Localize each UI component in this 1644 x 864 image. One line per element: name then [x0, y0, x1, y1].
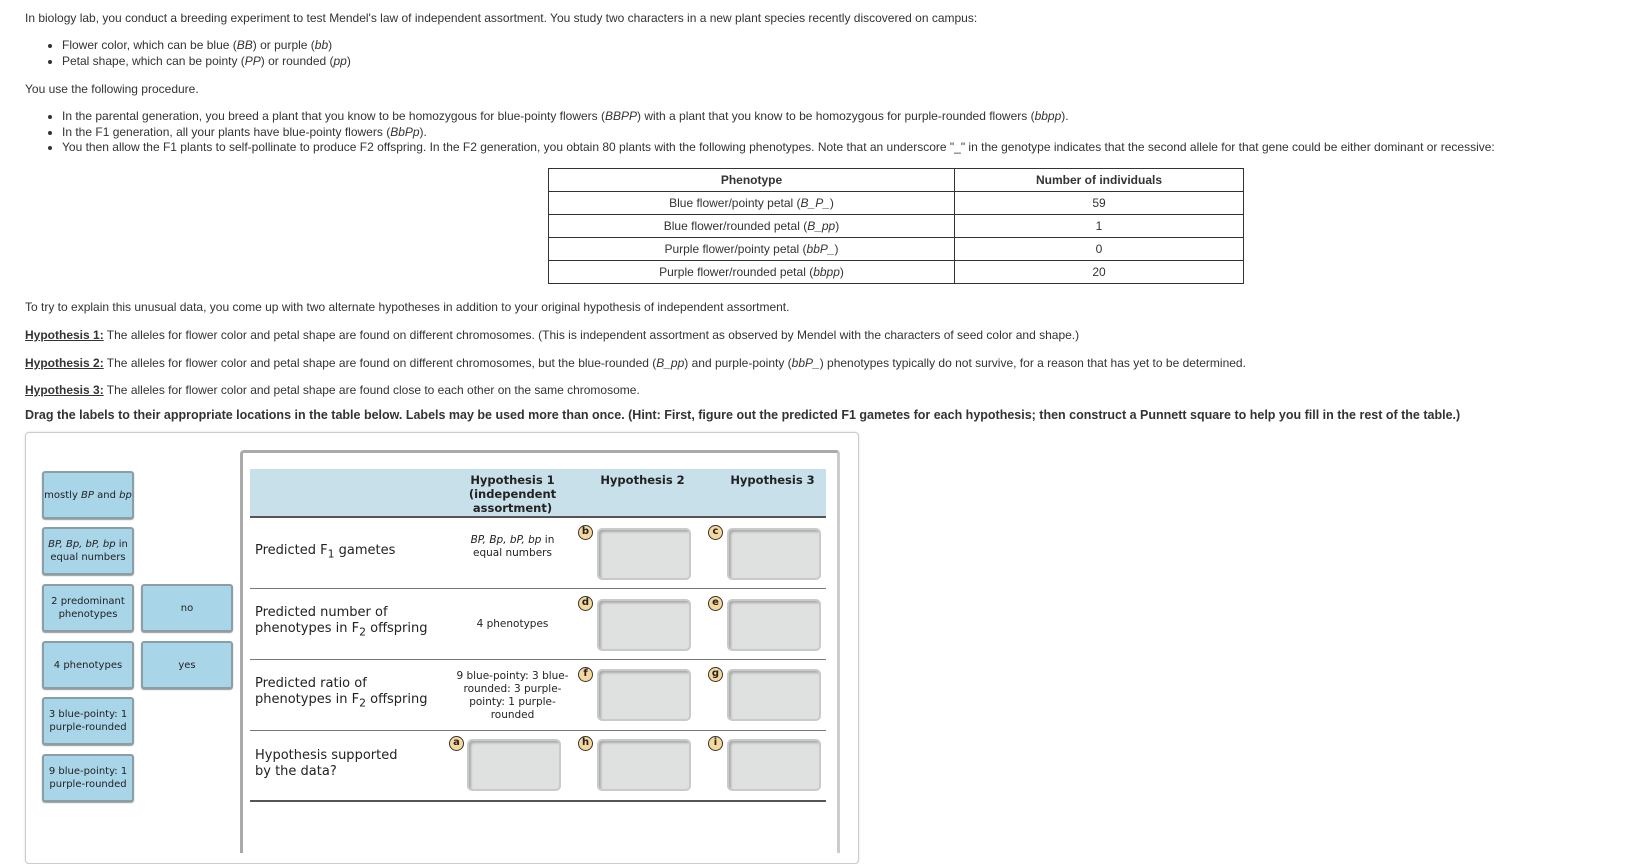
column-header: Number of individuals	[955, 169, 1244, 192]
italic-text-segment: BP, Bp, bP, bp	[48, 539, 116, 550]
row-divider	[250, 659, 826, 660]
text-segment: )	[346, 53, 351, 68]
draggable-label-yes[interactable]	[141, 641, 233, 689]
count-cell: 20	[955, 261, 1244, 284]
badge-i: i	[708, 736, 723, 751]
text-segment: Flower color, which can be blue (	[62, 38, 237, 52]
text-segment: mostly	[44, 489, 82, 501]
badge-e: e	[708, 596, 723, 611]
text-segment: in equal numbers	[473, 534, 555, 559]
row-label-text: Predicted ratio of	[255, 676, 367, 691]
characters-list	[25, 38, 351, 69]
drop-target-h[interactable]	[597, 739, 691, 791]
italic-text-segment: BbPp	[390, 124, 420, 139]
rich-text	[664, 242, 838, 256]
italic-text-segment: bbpp	[813, 265, 840, 279]
hypothesis-label: Hypothesis 3:	[25, 383, 104, 397]
rich-text	[25, 300, 789, 314]
row-divider	[250, 588, 826, 589]
italic-text-segment: PP	[244, 53, 261, 68]
text-segment: Petal shape, which can be pointy (	[62, 53, 245, 68]
draggable-label-equal-gametes[interactable]	[42, 527, 134, 575]
rich-text	[104, 383, 640, 397]
rich-text	[104, 328, 1079, 342]
drop-target-d[interactable]	[597, 599, 691, 651]
text-segment: )	[328, 38, 333, 52]
phenotype-cell	[549, 238, 955, 261]
text-segment: Purple flower/rounded petal (	[659, 265, 814, 279]
hypothesis-1	[25, 328, 1079, 342]
count-cell: 1	[955, 215, 1244, 238]
table-row	[549, 261, 1244, 284]
list-item	[62, 54, 351, 70]
italic-text-segment: bp	[119, 489, 132, 501]
hypothesis-3	[25, 383, 640, 397]
drop-target-g[interactable]	[727, 669, 821, 721]
text-segment: )	[839, 265, 844, 279]
row-label-text: gametes	[334, 543, 396, 558]
italic-text-segment: BBPP	[605, 109, 638, 123]
procedure-list	[25, 109, 1495, 156]
subscript: 2	[359, 696, 366, 710]
text-segment: 9 blue-pointy: 3 blue-rounded: 3 purple-pointy: 1 purple-rounded	[456, 670, 569, 721]
badge-a: a	[449, 736, 464, 751]
row-divider	[250, 800, 826, 802]
phenotype-cell	[549, 261, 955, 284]
table-row	[549, 215, 1244, 238]
list-item	[62, 140, 1495, 156]
drop-target-f[interactable]	[597, 669, 691, 721]
phenotype-table	[548, 168, 1244, 284]
text-segment: Blue flower/rounded petal (	[663, 219, 808, 233]
row-label-text: Hypothesis supported	[255, 748, 398, 763]
rich-text	[62, 125, 427, 139]
rich-text	[44, 595, 132, 621]
text-segment: 3 blue-pointy: 1 purple-rounded	[48, 709, 128, 733]
row-label-text: phenotypes in F	[255, 692, 360, 707]
row-label-number-phenotypes	[255, 605, 428, 641]
text-segment: In the F1 generation, all your plants have blue-pointy flowers (	[62, 124, 391, 139]
rich-text	[54, 659, 122, 672]
badge-d: d	[578, 596, 593, 611]
italic-text-segment: bbP_	[806, 242, 835, 256]
instructions: Drag the labels to their appropriate locations in the table below. Labels may be used more than once. (Hint: First, figure out the predicted F1 gametes for each hypothesis; then construct a Punnett square to help you fill in the rest of the table.)	[25, 408, 1461, 422]
draggable-label-2-phenotypes[interactable]	[42, 584, 134, 632]
text-segment: You use the following procedure.	[25, 82, 199, 96]
draggable-label-9-to-1[interactable]	[42, 754, 134, 802]
badge-g: g	[708, 667, 723, 682]
rich-text	[62, 140, 1495, 154]
drop-target-b[interactable]	[597, 528, 691, 580]
column-header-hypothesis-1: Hypothesis 1 (independent assortment)	[468, 473, 557, 515]
rich-text	[62, 109, 1069, 123]
count-cell: 0	[955, 238, 1244, 261]
hypothesis-text	[104, 383, 640, 397]
rich-text	[669, 196, 834, 210]
badge-c: c	[708, 525, 723, 540]
draggable-label-3-to-1[interactable]	[42, 697, 134, 745]
row-divider	[250, 730, 826, 731]
italic-text-segment: B_pp	[807, 219, 836, 233]
row-label-text: phenotypes in F	[255, 621, 360, 636]
rich-text	[104, 356, 1246, 370]
hypothesis-2	[25, 356, 1246, 370]
badge-h: h	[578, 736, 593, 751]
rich-text	[44, 765, 132, 791]
text-segment: To try to explain this unusual data, you come up with two alternate hypotheses in addition to your original hypothesis of independent assortment.	[25, 300, 790, 314]
text-segment: ) phenotypes typically do not survive, for a reason that has yet to be determined.	[819, 356, 1246, 370]
text-segment: 4 phenotypes	[476, 618, 549, 630]
h1-gametes-cell	[455, 534, 570, 560]
italic-text-segment: bb	[314, 38, 329, 52]
italic-text-segment: bbP_	[791, 356, 820, 370]
text-segment: ).	[419, 124, 427, 139]
text-segment: ) or rounded (	[260, 53, 334, 68]
rich-text	[25, 11, 977, 25]
row-label-text: Predicted F	[255, 543, 328, 558]
drop-target-c[interactable]	[727, 528, 821, 580]
draggable-label-no[interactable]	[141, 584, 233, 632]
italic-text-segment: bbpp	[1034, 109, 1062, 123]
column-header-hypothesis-2: Hypothesis 2	[600, 473, 685, 487]
list-item	[62, 125, 1495, 141]
drop-target-i[interactable]	[727, 739, 821, 791]
row-label-ratio	[255, 676, 428, 712]
table-header-row	[549, 169, 1244, 192]
phenotype-cell	[549, 192, 955, 215]
draggable-label-4-phenotypes[interactable]	[42, 641, 134, 689]
column-header: Phenotype	[549, 169, 955, 192]
rich-text	[477, 618, 549, 630]
intro-text	[25, 11, 977, 25]
italic-text-segment: pp	[333, 53, 347, 68]
list-item	[62, 38, 351, 54]
text-segment: 2 predominant phenotypes	[51, 596, 125, 620]
text-segment: 9 blue-pointy: 1 purple-rounded	[48, 766, 128, 790]
rich-text	[44, 538, 132, 564]
rich-text	[25, 82, 199, 96]
text-segment: and	[93, 489, 120, 501]
text-segment: You then allow the F1 plants to self-pollinate to produce F2 offspring. In the F2 generation, you obtain 80 plants with the following phenotypes. Note that an underscore "_" in the genotype indicates that the second allele for that gene could be either dominant or recessive:	[62, 140, 1495, 154]
row-label-f1-gametes	[255, 543, 395, 563]
row-label-text: offspring	[365, 621, 428, 636]
hypothesis-label: Hypothesis 2:	[25, 356, 104, 370]
procedure-intro	[25, 82, 199, 96]
text-segment: Purple flower/pointy petal (	[664, 242, 807, 256]
text-segment: )	[829, 196, 834, 210]
subscript: 1	[327, 547, 335, 561]
text-segment: In the parental generation, you breed a plant that you know to be homozygous for blue-pointy flowers (	[62, 109, 605, 123]
rich-text	[664, 219, 839, 233]
italic-text-segment: B_pp	[656, 356, 685, 370]
rich-text	[62, 38, 332, 52]
hypothesis-text	[104, 328, 1079, 342]
text-segment: yes	[178, 659, 196, 671]
column-header-hypothesis-3: Hypothesis 3	[730, 473, 815, 487]
text-segment: 4 phenotypes	[53, 659, 123, 671]
draggable-label-mostly-bp[interactable]	[42, 471, 134, 519]
text-segment: )	[835, 219, 840, 233]
rich-text	[178, 659, 195, 672]
text-segment: ).	[1061, 109, 1069, 123]
text-segment: in equal numbers	[50, 539, 128, 563]
hypothesis-label: Hypothesis 1:	[25, 328, 104, 342]
rich-text	[181, 602, 193, 615]
text-segment: The alleles for flower color and petal shape are found close to each other on the same chromosome.	[103, 383, 640, 397]
text-segment: The alleles for flower color and petal shape are found on different chromosomes. (This is independent assortment as observed by Mendel with the characters of seed color and shape.)	[103, 328, 1080, 342]
row-label-supported	[255, 748, 397, 780]
rich-text	[44, 489, 132, 502]
text-segment: ) and purple-pointy (	[684, 356, 792, 370]
italic-text-segment: BP, Bp, bP, bp	[470, 534, 542, 546]
drop-target-a[interactable]	[467, 739, 561, 791]
rich-text	[456, 670, 568, 721]
subscript: 2	[359, 625, 366, 639]
text-segment: The alleles for flower color and petal shape are found on different chromosomes, but the blue-rounded (	[103, 356, 657, 370]
list-item	[62, 109, 1495, 125]
phenotype-cell	[549, 215, 955, 238]
text-segment: ) or purple (	[252, 38, 315, 52]
h1-phenotypes-cell	[455, 618, 570, 631]
text-segment: Blue flower/pointy petal (	[669, 196, 801, 210]
rich-text	[659, 265, 844, 279]
text-segment: )	[834, 242, 839, 256]
hypothesis-text	[104, 356, 1246, 370]
text-segment: In biology lab, you conduct a breeding experiment to test Mendel's law of independent assortment. You study two characters in a new plant species recently discovered on campus:	[25, 11, 978, 25]
row-label-text: Predicted number of	[255, 605, 388, 620]
row-label-text: by the data?	[255, 764, 337, 779]
rich-text	[62, 54, 351, 68]
italic-text-segment: BP	[81, 489, 94, 501]
count-cell: 59	[955, 192, 1244, 215]
table-row	[549, 192, 1244, 215]
text-segment: no	[180, 602, 194, 614]
drop-target-e[interactable]	[727, 599, 821, 651]
rich-text	[44, 708, 132, 734]
row-label-text: offspring	[365, 692, 428, 707]
italic-text-segment: BB	[236, 38, 253, 52]
h1-ratio-cell	[455, 670, 570, 722]
explain-text	[25, 300, 789, 314]
text-segment: ) with a plant that you know to be homozygous for purple-rounded flowers (	[637, 109, 1035, 123]
badge-f: f	[578, 667, 593, 682]
rich-text	[471, 534, 555, 559]
italic-text-segment: B_P_	[800, 196, 830, 210]
badge-b: b	[578, 525, 593, 540]
table-row	[549, 238, 1244, 261]
